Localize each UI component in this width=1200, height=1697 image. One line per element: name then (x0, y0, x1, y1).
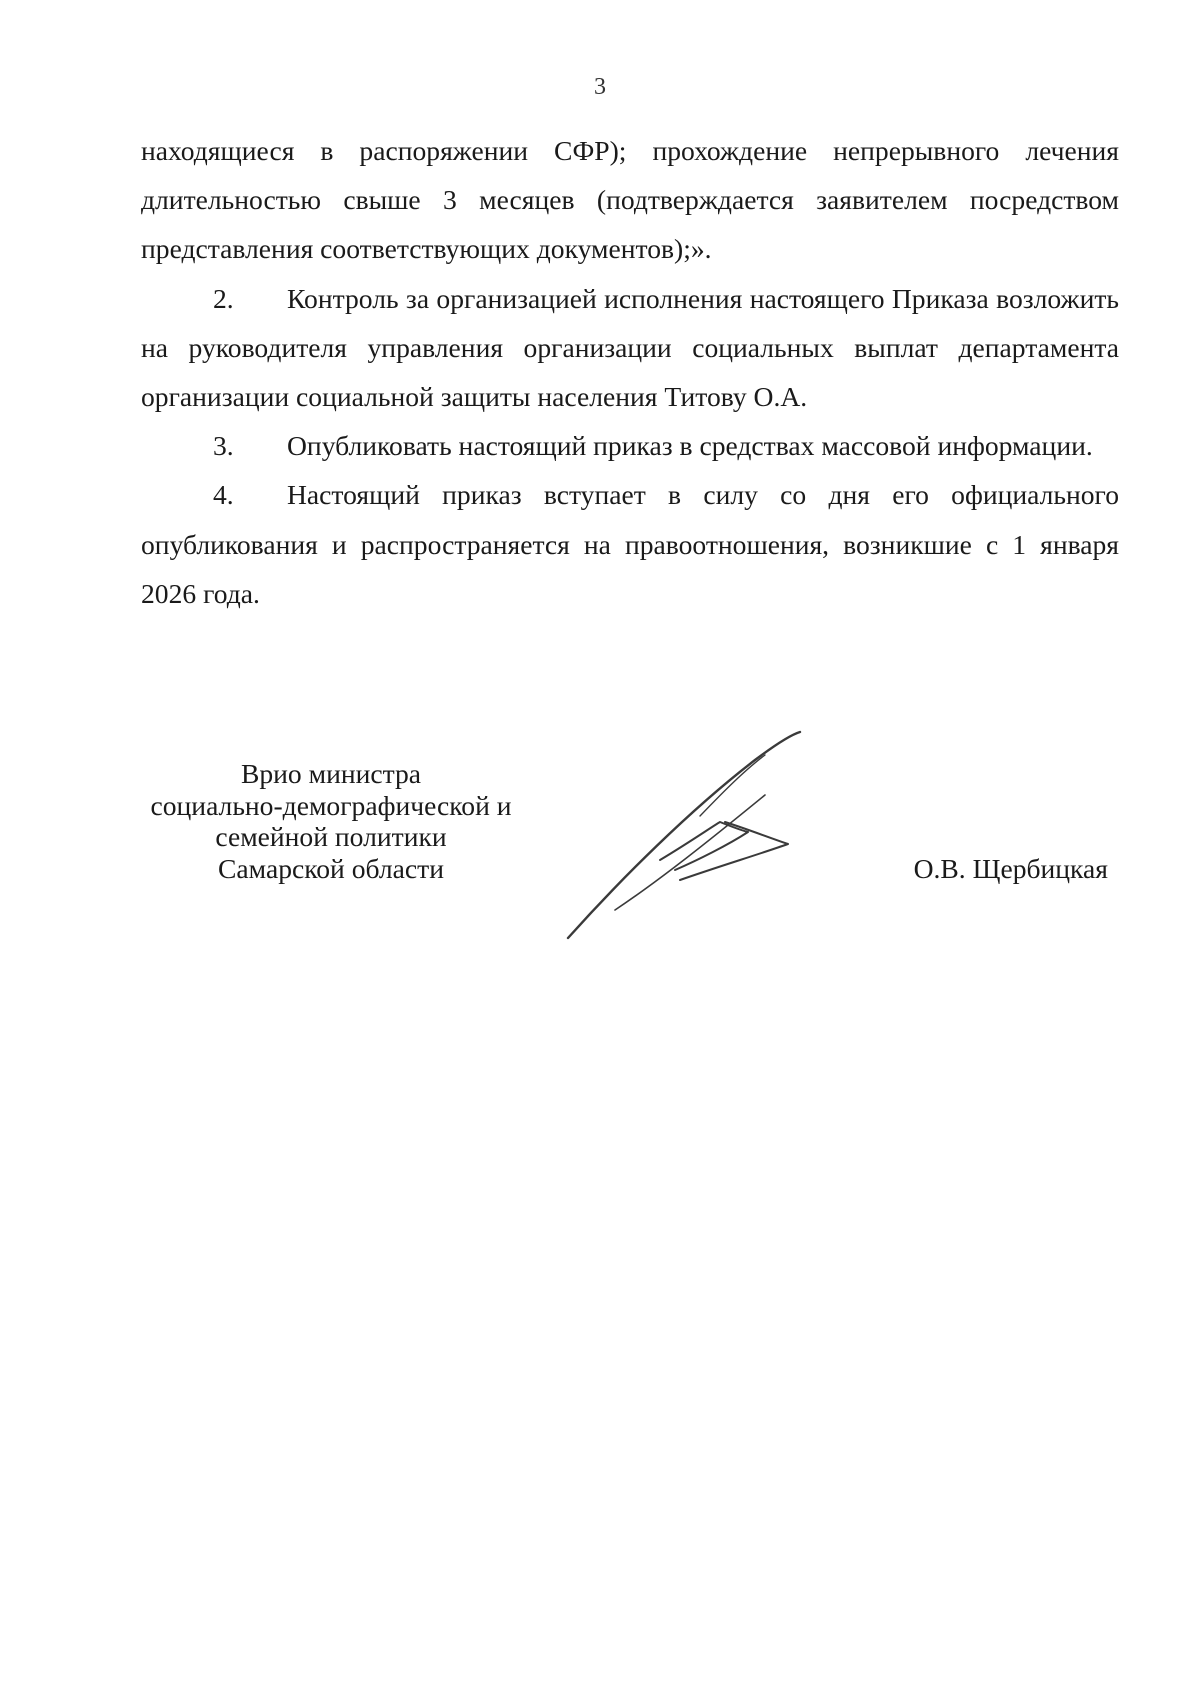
list-item-number: 4. (213, 479, 234, 511)
signer-position-line: семейной политики (215, 821, 447, 852)
list-item-number: 3. (213, 430, 234, 462)
list-item-text: Опубликовать настоящий приказ в средствах массовой информации. (287, 430, 1093, 462)
list-item-3 (141, 421, 1119, 470)
continuation-paragraph: находящиеся в распоряжении СФР); прохождение непрерывного лечения длительностью свыше 3 месяцев (подтверждается заявителем посредством представления соответствующих документов);». (141, 135, 1119, 265)
signer-position (141, 758, 521, 884)
list-item-number: 2. (213, 282, 234, 314)
signer-name: О.В. Щербицкая (913, 853, 1108, 884)
page-number: 3 (594, 74, 606, 100)
list-item-text: Контроль за организацией исполнения настоящего Приказа возложить на руководителя управления организации социальных выплат департамента организации социальной защиты населения Титову О.А. (141, 282, 1119, 413)
signer-position-line: социально-демографической и (150, 789, 512, 821)
list-item-2 (141, 274, 1119, 422)
signer-position-line: Самарской области (218, 852, 444, 884)
list-item-4 (141, 470, 1119, 618)
list-item-text: Настоящий приказ вступает в силу со дня его официального опубликования и распространяется на правоотношения, возникшие с 1 января 2026 года. (141, 479, 1119, 609)
handwritten-signature (560, 730, 860, 945)
document-body (141, 126, 1119, 618)
signer-position-line: Врио министра (240, 758, 422, 789)
